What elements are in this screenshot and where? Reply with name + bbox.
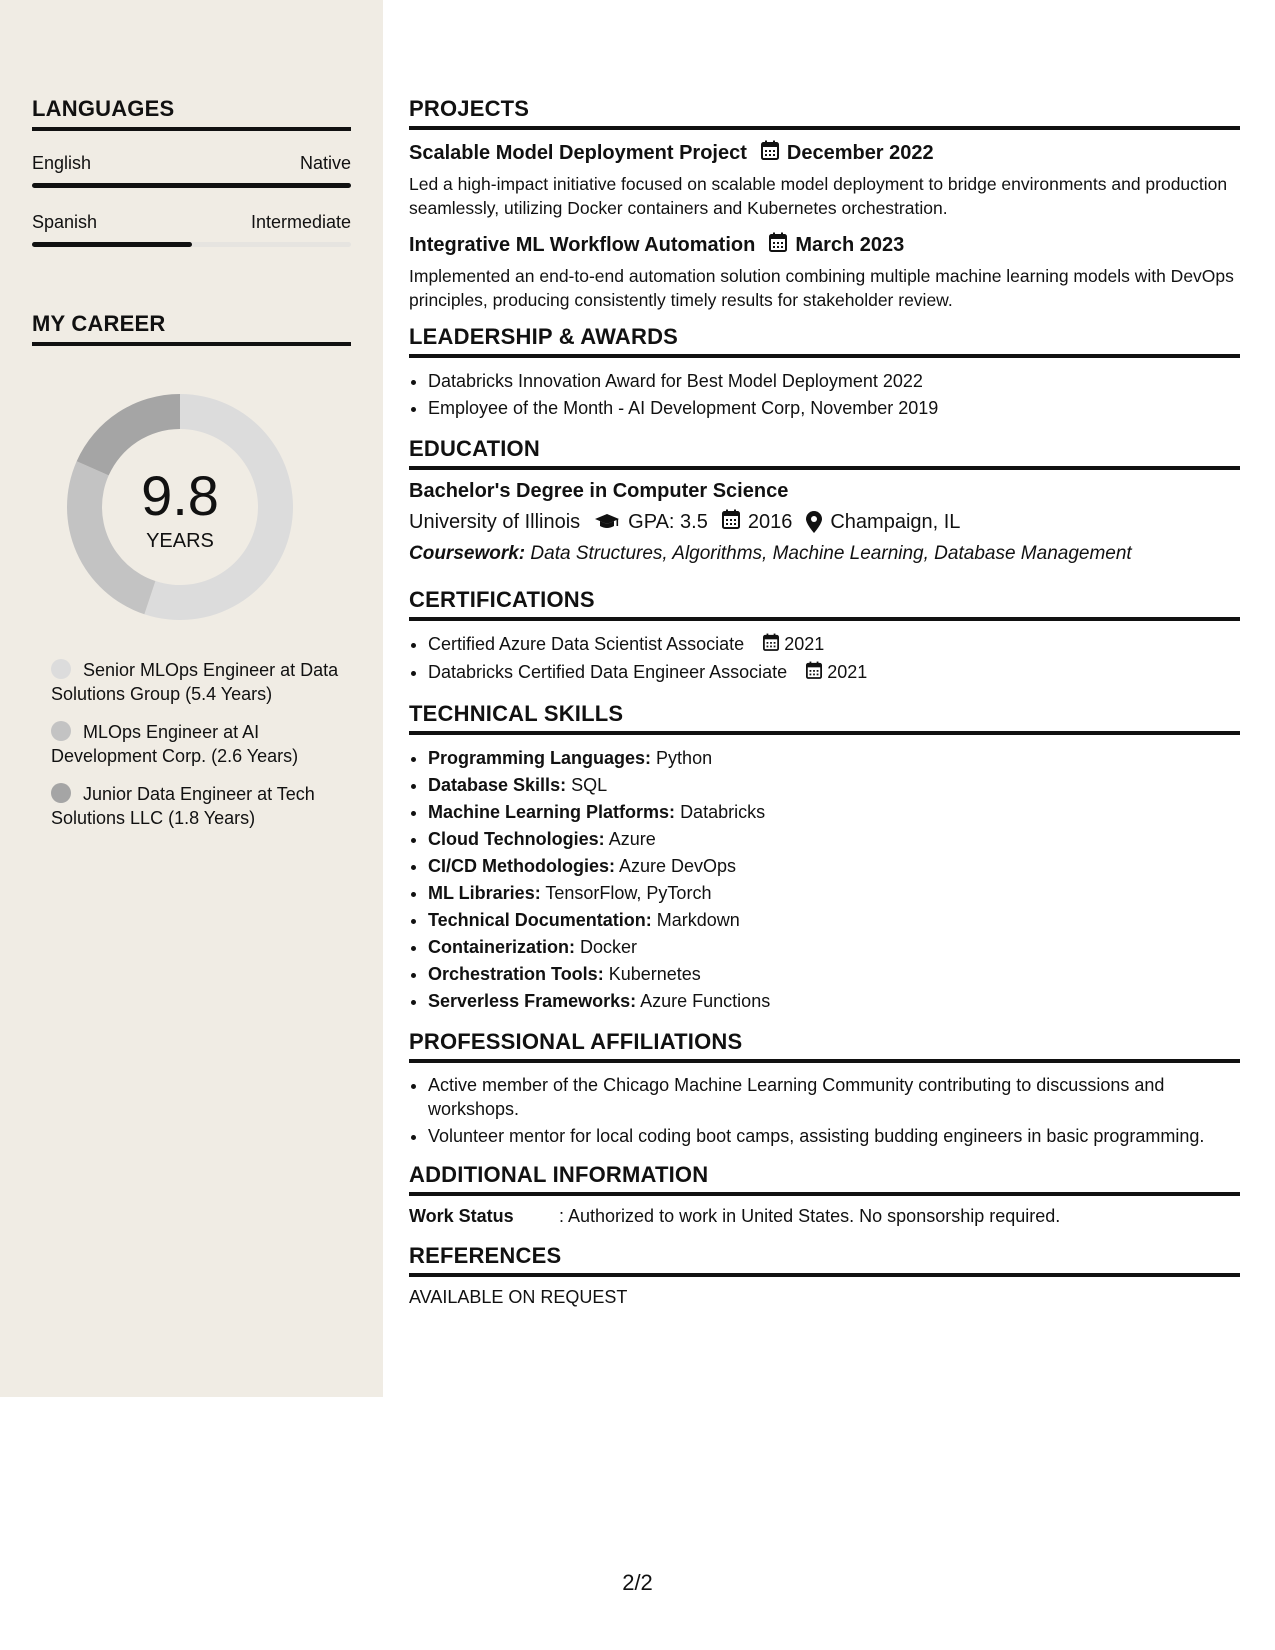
career-total-years: 9.8 [141, 463, 219, 527]
project-title-row [409, 232, 1240, 258]
skill-item [428, 880, 1240, 907]
skill-value: Markdown [656, 909, 740, 930]
certifications-section [409, 587, 1240, 687]
education-school: University of Illinois [409, 510, 581, 533]
skill-value: TensorFlow, PyTorch [545, 882, 712, 903]
skill-label: CI/CD Methodologies: [428, 855, 615, 876]
certifications-heading: CERTIFICATIONS [409, 587, 1240, 621]
language-proficiency-fill [32, 242, 192, 247]
list-item [428, 631, 1240, 659]
coursework-list: Data Structures, Algorithms, Machine Learning, Database Management [530, 543, 1132, 564]
affiliations-list [409, 1073, 1240, 1148]
skill-item [428, 907, 1240, 934]
skill-label: Serverless Frameworks: [428, 990, 637, 1011]
sidebar [0, 0, 383, 1397]
skill-value: Azure Functions [640, 990, 771, 1011]
additional-section [409, 1162, 1240, 1227]
skill-value: Docker [580, 936, 638, 957]
language-proficiency-bar [32, 242, 351, 247]
skill-item [428, 745, 1240, 772]
career-role-label: Senior MLOps Engineer at Data Solutions Group (5.4 Years) [51, 660, 339, 704]
leadership-heading: LEADERSHIP & AWARDS [409, 324, 1240, 358]
career-donut-chart [65, 392, 295, 622]
skill-label: Machine Learning Platforms: [428, 801, 676, 822]
location-pin-icon [806, 511, 822, 533]
additional-heading: ADDITIONAL INFORMATION [409, 1162, 1240, 1196]
skill-label: Orchestration Tools: [428, 963, 604, 984]
education-heading: EDUCATION [409, 436, 1240, 470]
references-heading: REFERENCES [409, 1243, 1240, 1277]
page-number: 2/2 [622, 1570, 653, 1595]
calendar-icon [806, 660, 822, 687]
skill-label: Technical Documentation: [428, 909, 652, 930]
list-item: • Databricks Innovation Award for Best Model Deployment 2022 [428, 368, 1240, 395]
education-gpa: GPA: 3.5 [628, 510, 708, 533]
project-title: Integrative ML Workflow Automation [409, 233, 756, 256]
education-details [409, 509, 1240, 535]
education-coursework [409, 543, 1240, 565]
calendar-icon [769, 232, 787, 258]
career-heading: MY CAREER [32, 311, 351, 346]
list-item: • Volunteer mentor for local coding boot camps, assisting budding engineers in basic programming. [428, 1124, 1240, 1148]
work-status-row [409, 1206, 1240, 1227]
project-description: Implemented an end-to-end automation solution combining multiple machine learning models with DevOps principles, producing consistently timely results for stakeholder review. [409, 266, 1234, 310]
skill-item [428, 799, 1240, 826]
affiliations-heading: PROFESSIONAL AFFILIATIONS [409, 1029, 1240, 1063]
projects-heading: PROJECTS [409, 96, 1240, 130]
legend-dot [51, 659, 71, 679]
language-item [32, 153, 351, 188]
references-section [409, 1243, 1240, 1308]
leadership-section [409, 324, 1240, 422]
skill-value: Azure DevOps [619, 855, 737, 876]
references-text: AVAILABLE ON REQUEST [409, 1286, 628, 1307]
skill-label: ML Libraries: [428, 882, 541, 903]
skill-item [428, 988, 1240, 1015]
skill-item [428, 853, 1240, 880]
skill-item [428, 961, 1240, 988]
skills-list [409, 745, 1240, 1015]
coursework-label: Coursework: [409, 543, 526, 564]
skill-item [428, 826, 1240, 853]
language-name: English [32, 153, 92, 173]
certification-year: 2021 [784, 634, 825, 654]
skill-label: Database Skills: [428, 774, 567, 795]
graduation-cap-icon [594, 513, 620, 531]
language-proficiency-fill [32, 183, 351, 188]
career-total-unit: YEARS [146, 529, 214, 552]
career-legend [51, 658, 351, 830]
language-level: Intermediate [250, 212, 351, 232]
languages-heading: LANGUAGES [32, 96, 351, 131]
language-level: Native [299, 153, 351, 173]
skills-heading: TECHNICAL SKILLS [409, 701, 1240, 735]
list-item: • Active member of the Chicago Machine Learning Community contributing to discussions and workshops. [428, 1073, 1240, 1121]
skill-value: Databricks [680, 801, 766, 822]
skills-section [409, 701, 1240, 1015]
sidebar-content [32, 96, 351, 844]
calendar-icon [763, 632, 779, 659]
certification-name: Databricks Certified Data Engineer Associate [428, 661, 788, 682]
project-date: December 2022 [786, 141, 934, 164]
career-role-label: Junior Data Engineer at Tech Solutions LLC (1.8 Years) [51, 784, 315, 828]
certification-name: Certified Azure Data Scientist Associate [428, 634, 745, 654]
career-legend-item [51, 720, 351, 768]
project-title-row [409, 140, 1240, 166]
language-name: Spanish [32, 212, 98, 232]
calendar-icon [761, 140, 779, 166]
skill-label: Containerization: [428, 936, 575, 957]
calendar-icon [722, 509, 740, 535]
skill-label: Programming Languages: [428, 747, 652, 768]
project-description: Led a high-impact initiative focused on scalable model deployment to bridge environments and production seamlessly, utilizing Docker containers and Kubernetes orchestration. [409, 174, 1228, 218]
certification-year: 2021 [827, 661, 868, 682]
project-title: Scalable Model Deployment Project [409, 141, 747, 164]
education-location: Champaign, IL [830, 510, 961, 533]
certifications-list [409, 631, 1240, 687]
skill-value: Python [656, 747, 713, 768]
legend-dot [51, 721, 71, 741]
project-date: March 2023 [795, 233, 905, 256]
education-section [409, 436, 1240, 565]
language-item [32, 212, 351, 247]
career-role-label: MLOps Engineer at AI Development Corp. (2.6 Years) [51, 722, 299, 766]
work-status-label: Work Status [409, 1205, 514, 1226]
affiliations-section [409, 1029, 1240, 1148]
education-degree: Bachelor's Degree in Computer Science [409, 480, 789, 502]
projects-section [409, 96, 1240, 312]
skill-item [428, 934, 1240, 961]
skill-value: SQL [571, 774, 608, 795]
work-status-value: : Authorized to work in United States. No sponsorship required. [559, 1205, 1061, 1226]
list-item [428, 659, 1240, 687]
skill-value: Kubernetes [608, 963, 701, 984]
list-item: • Employee of the Month - AI Development Corp, November 2019 [428, 395, 1240, 422]
main-content [409, 96, 1240, 1308]
skill-label: Cloud Technologies: [428, 828, 605, 849]
leadership-list [409, 368, 1240, 422]
legend-dot [51, 783, 71, 803]
career-legend-item [51, 658, 351, 706]
education-year: 2016 [747, 510, 793, 533]
skill-value: Azure [608, 828, 656, 849]
career-legend-item [51, 782, 351, 830]
language-proficiency-bar [32, 183, 351, 188]
skill-item [428, 772, 1240, 799]
